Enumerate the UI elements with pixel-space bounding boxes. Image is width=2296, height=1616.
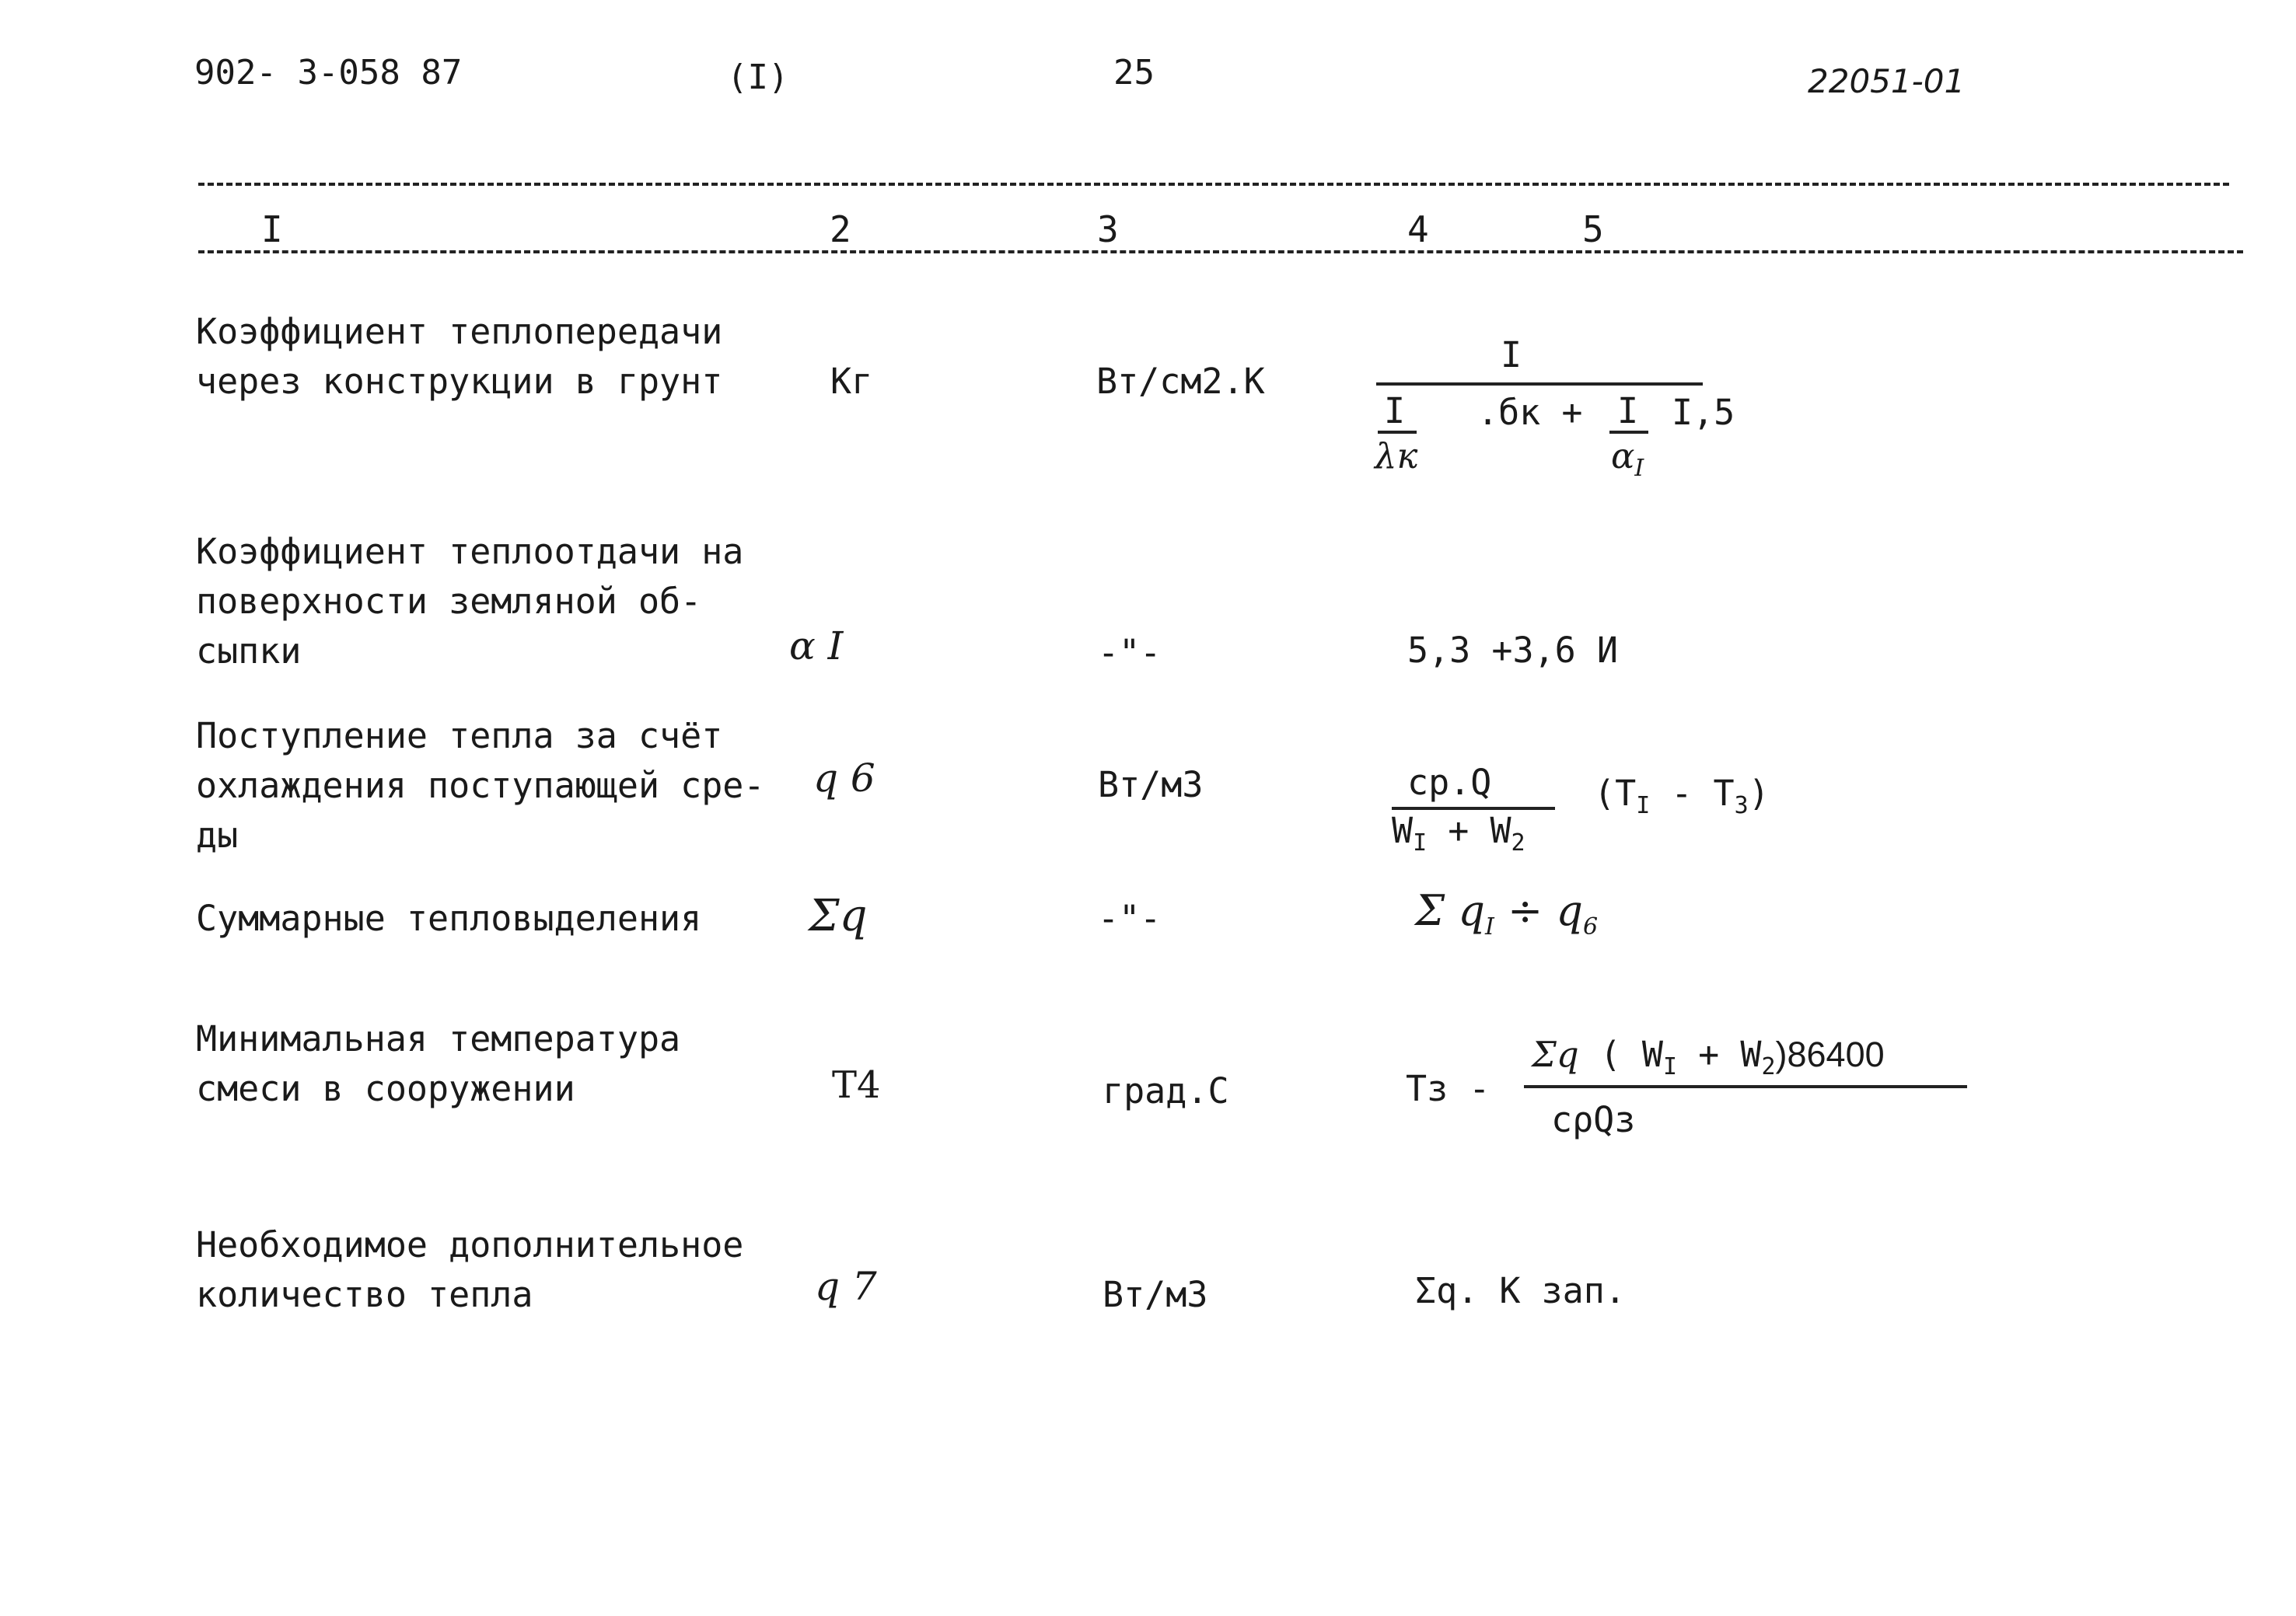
- row-1-formula-a-num: I: [1384, 390, 1406, 431]
- row-2-name: [196, 527, 743, 676]
- inventory-number: 22051-01: [1808, 62, 1966, 100]
- row-1-name-line-2: через конструкции в грунт: [196, 361, 723, 402]
- row-3-name-line-2: охлаждения поступающей сре-: [196, 765, 765, 806]
- row-5-formula: [1400, 1034, 2053, 1150]
- row-3-name-line-1: Поступление тепла за счёт: [196, 715, 723, 756]
- row-1-formula-b-num: I: [1617, 390, 1639, 431]
- row-5-formula-bar: [1524, 1085, 1967, 1088]
- row-6-unit: Вт/м3: [1103, 1274, 1208, 1315]
- row-3-name-line-3: ды: [196, 815, 239, 856]
- row-3-formula-tail: $(T_I - T_3)$: [1594, 773, 1770, 819]
- row-1-formula-a-bar: [1378, 431, 1417, 434]
- row-2-name-line-1: Коэффициент теплоотдачи на: [196, 531, 744, 572]
- row-1-formula-tail: I,5: [1672, 392, 1735, 433]
- row-1-symbol: Кг: [830, 361, 873, 402]
- row-6-name: [196, 1220, 743, 1320]
- document-part: (I): [727, 58, 789, 97]
- row-4-name: [196, 894, 701, 944]
- row-5-name-line-2: смеси в сооружении: [196, 1068, 575, 1109]
- row-3-name: [196, 711, 765, 860]
- row-5-formula-lead: Тз -: [1406, 1068, 1490, 1109]
- row-2-formula: 5,3 +3,6 И: [1407, 630, 1618, 671]
- row-4-name-line-1: Суммарные тепловыделения: [196, 898, 702, 939]
- row-6-name-line-2: количество тепла: [196, 1274, 533, 1315]
- row-1-formula-mid: .бк +: [1477, 392, 1583, 433]
- page-number: 25: [1113, 53, 1155, 92]
- row-1-name-line-1: Коэффициент теплопередачи: [196, 311, 723, 352]
- row-3-formula-denominator: $W_I + W_2$: [1392, 810, 1525, 857]
- row-6-formula: Σq. К зап.: [1415, 1270, 1626, 1311]
- row-1-formula-b-den: $\alpha_I$: [1611, 435, 1644, 482]
- header-rule-top: [198, 183, 2229, 186]
- row-3-formula: [1384, 762, 1788, 855]
- column-number-5: 5: [1582, 208, 1604, 250]
- row-3-unit: Вт/м3: [1098, 764, 1204, 805]
- row-5-formula-numerator: Σq ( $W_I + W_2)86400$: [1532, 1034, 1885, 1080]
- row-1-formula-main-bar: [1376, 382, 1703, 386]
- row-6-symbol: q 7: [815, 1264, 877, 1309]
- row-5-name-line-1: Минимальная температура: [196, 1018, 681, 1059]
- row-5-unit: град.С: [1103, 1070, 1229, 1112]
- row-5-name: [196, 1014, 680, 1114]
- column-number-4: 4: [1407, 208, 1429, 250]
- header-rule-bottom: [198, 250, 2243, 253]
- row-1-unit: Вт/см2.К: [1096, 361, 1265, 402]
- document-code: 902- 3-058 87: [194, 53, 463, 92]
- row-1-formula: [1361, 334, 1765, 497]
- column-number-1: I: [261, 208, 283, 250]
- row-4-unit: -"-: [1098, 898, 1162, 939]
- row-3-formula-numerator: ср.Q: [1407, 762, 1492, 803]
- row-5-symbol: T4: [832, 1063, 881, 1107]
- row-2-name-line-3: сыпки: [196, 630, 302, 672]
- column-number-2: 2: [830, 208, 851, 250]
- row-1-name: [196, 307, 722, 407]
- column-number-3: 3: [1097, 208, 1119, 250]
- row-3-symbol: q 6: [813, 756, 875, 801]
- row-1-formula-a-den: λк: [1375, 435, 1418, 476]
- row-2-symbol: α I: [789, 623, 844, 668]
- row-4-formula: Σ $q_I \div q_6$: [1415, 886, 1599, 941]
- row-4-symbol: Σq: [809, 891, 868, 941]
- row-2-name-line-2: поверхности земляной об-: [196, 581, 702, 622]
- row-5-formula-denominator: cρQз: [1551, 1099, 1636, 1140]
- row-2-unit: -"-: [1098, 632, 1162, 673]
- row-1-formula-b-bar: [1609, 431, 1648, 434]
- row-1-formula-numerator: I: [1501, 334, 1522, 375]
- row-6-name-line-1: Необходимое дополнительное: [196, 1224, 744, 1265]
